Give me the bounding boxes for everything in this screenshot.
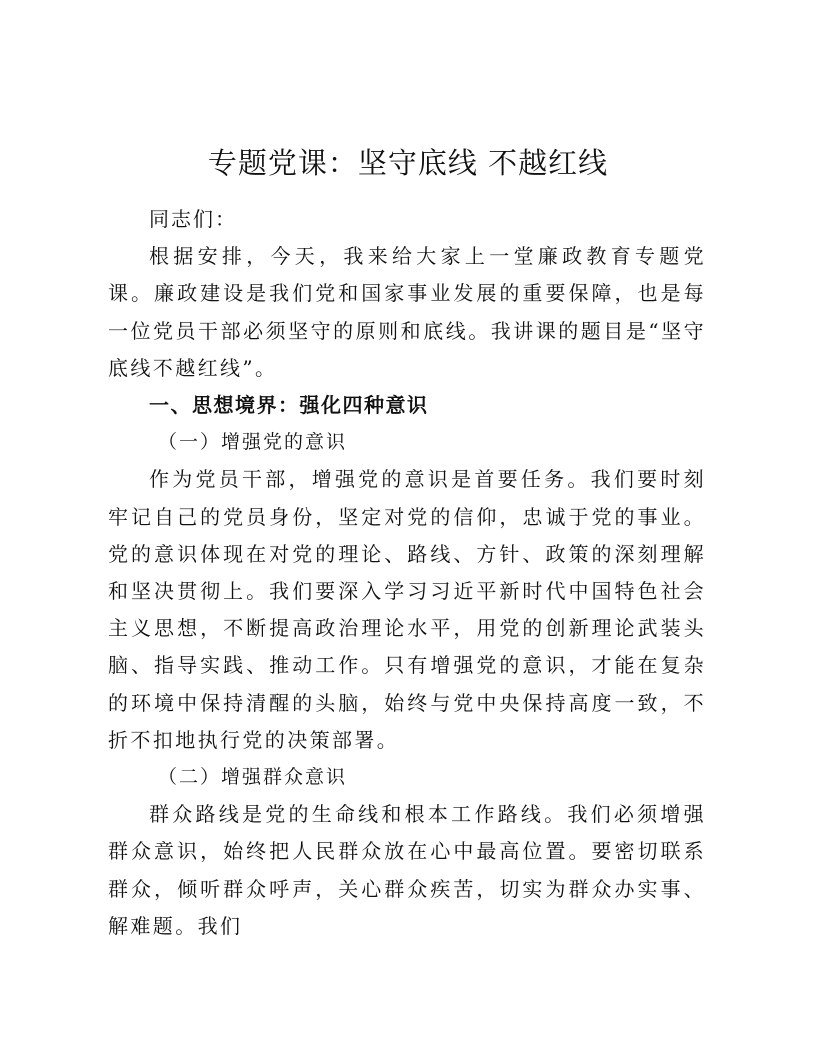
subsection-heading-2: （二）增强群众意识: [158, 766, 348, 789]
subsection-paragraph-2: 群众路线是党的生命线和根本工作路线。我们必须增强群众意识，始终把人民群众放在心中最高位置。要密切联系群众，倾听群众呼声，关心群众疾苦，切实为群众办实事、解难题。我们: [108, 802, 706, 938]
document-title: 专题党课：坚守底线 不越红线: [207, 146, 609, 180]
document-body: [108, 201, 706, 945]
intro-paragraph: 根据安排，今天，我来给大家上一堂廉政教育专题党课。廉政建设是我们党和国家事业发展的重要保障，也是每一位党员干部必须坚守的原则和底线。我讲课的题目是“坚守底线不越红线”。: [108, 244, 706, 380]
subsection-heading-1: （一）增强党的意识: [158, 431, 348, 454]
subsection-paragraph-1: 作为党员干部，增强党的意识是首要任务。我们要时刻牢记自己的党员身份，坚定对党的信仰，忠诚于党的事业。党的意识体现在对党的理论、路线、方针、政策的深刻理解和坚决贯彻上。我们要深入学习习近平新时代中国特色社会主义思想，不断提高政治理论水平，用党的创新理论武装头脑、指导实践、推动工作。只有增强党的意识，才能在复杂的环境中保持清醒的头脑，始终与党中央保持高度一致，不折不扣地执行党的决策部署。: [108, 467, 706, 752]
section-heading-1: 一、思想境界：强化四种意识: [149, 393, 429, 418]
salutation: 同志们：: [149, 207, 237, 231]
